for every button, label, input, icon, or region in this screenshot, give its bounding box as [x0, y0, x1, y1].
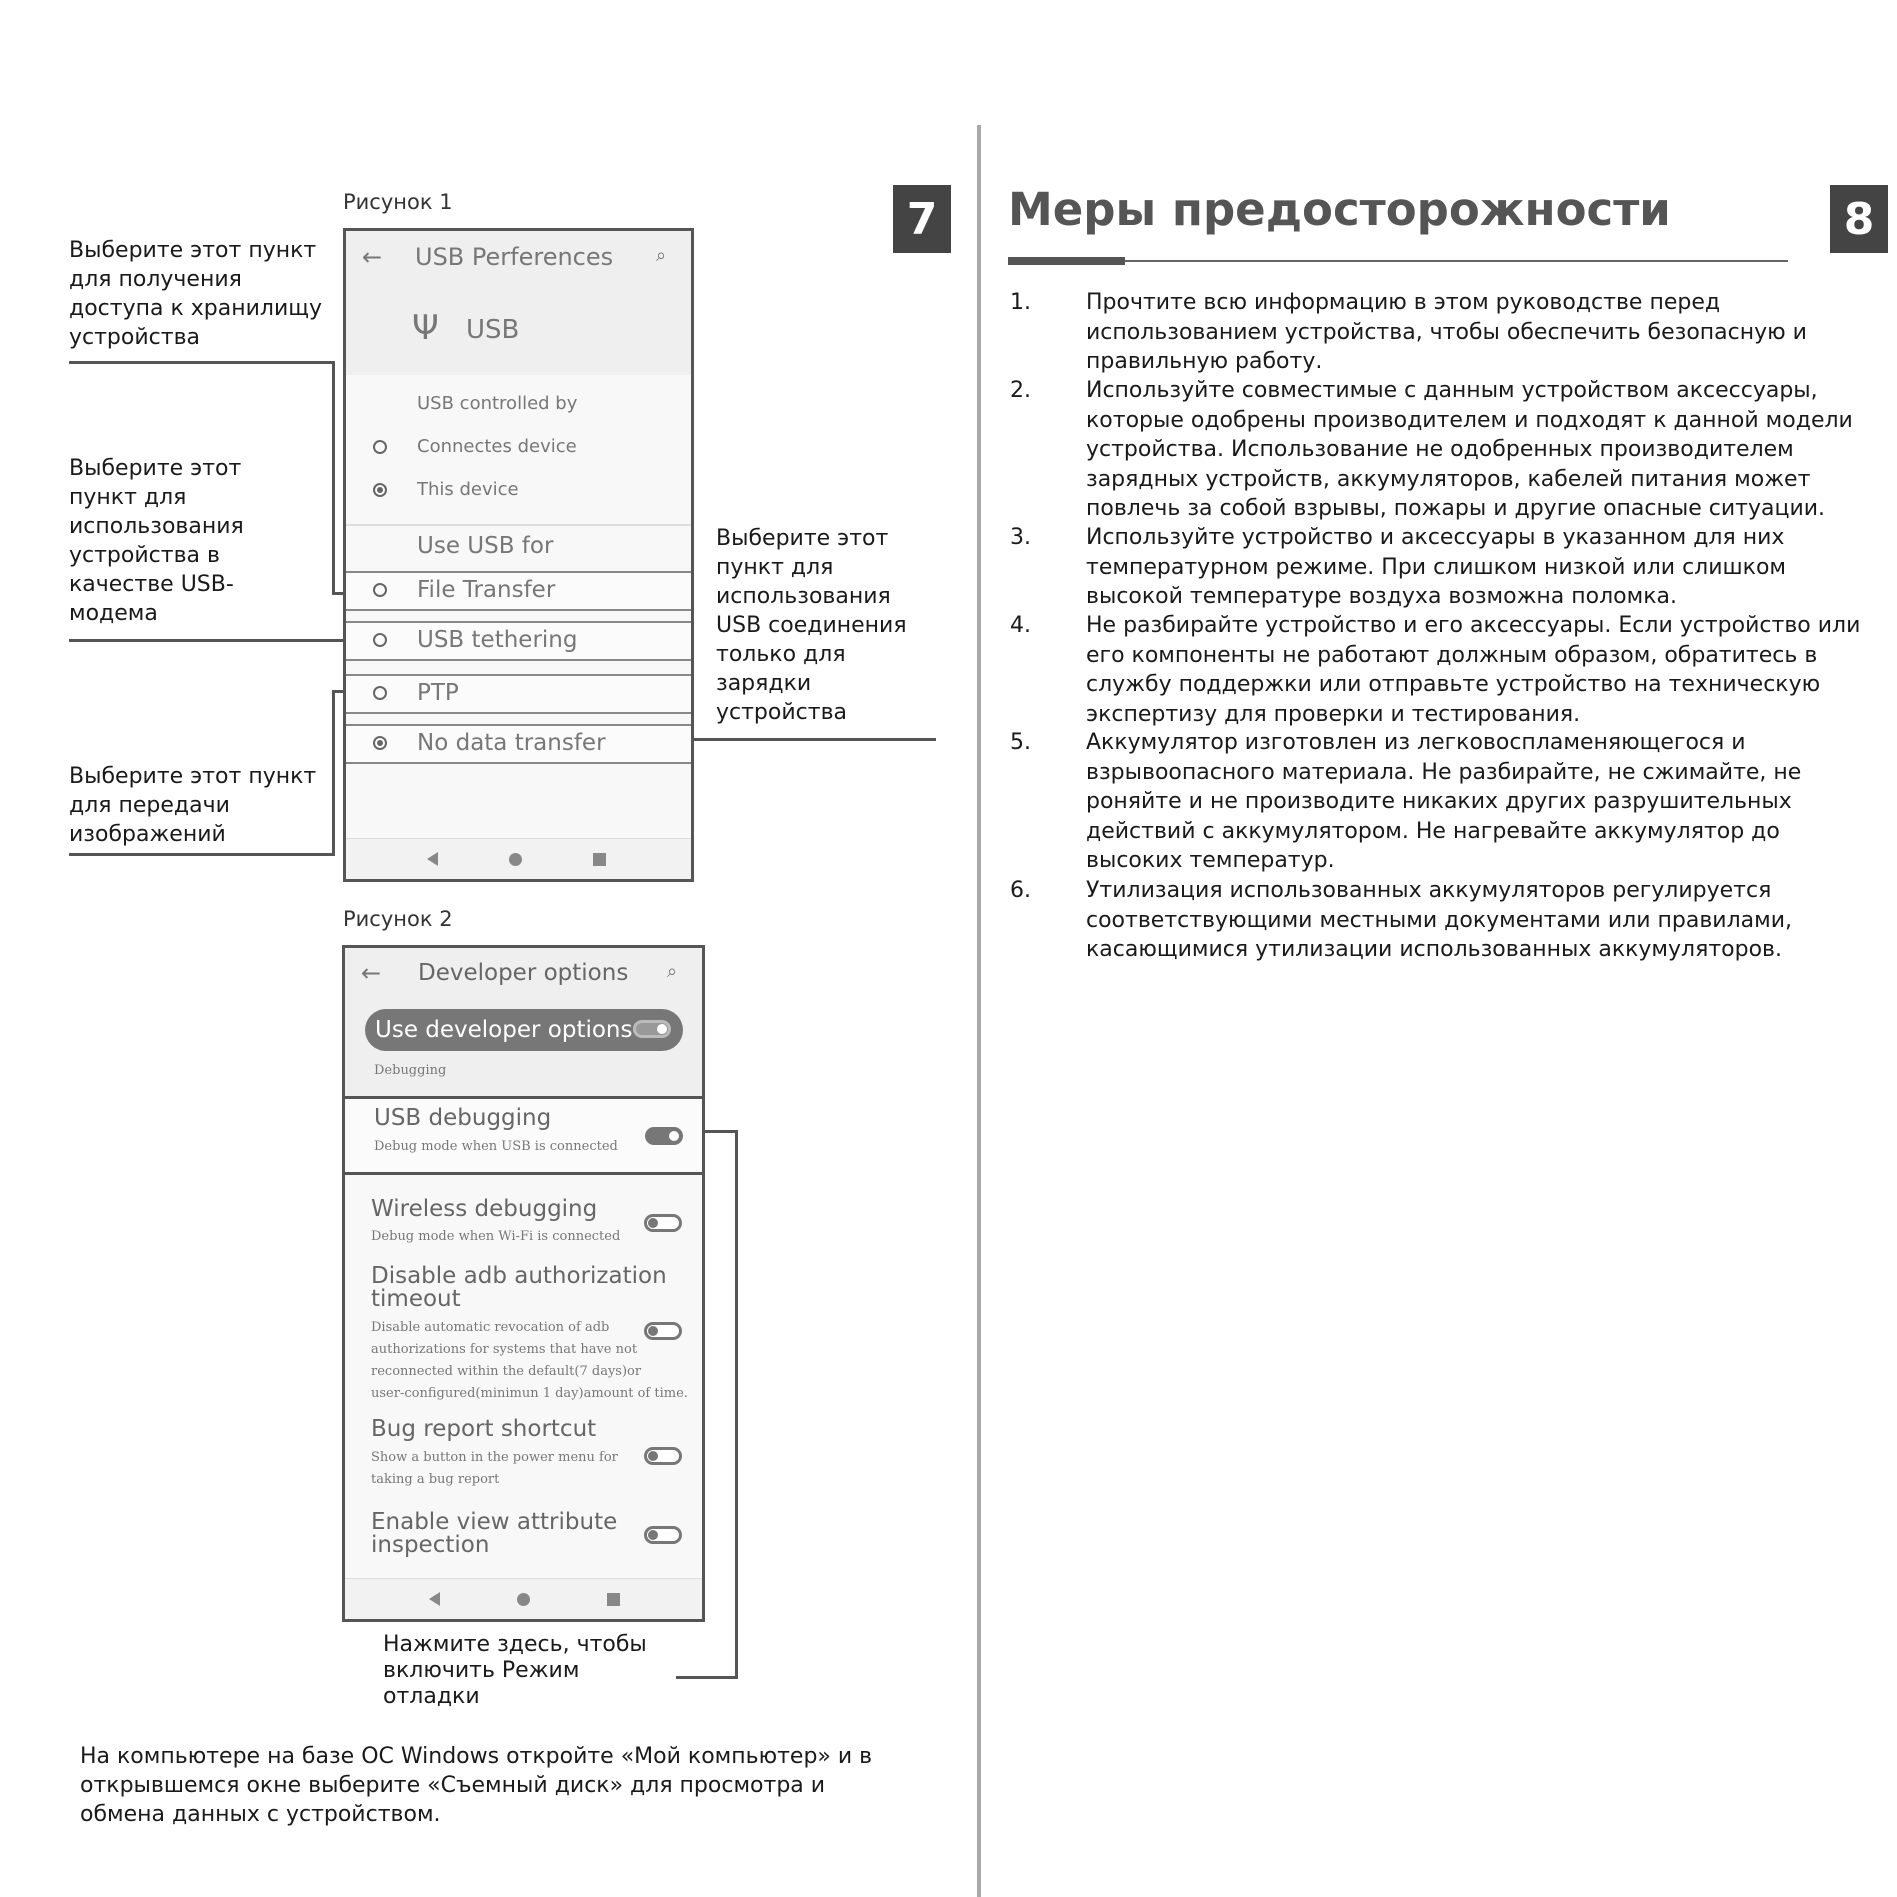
- back-arrow-icon[interactable]: ←: [361, 959, 382, 987]
- annotation-charge: Выберите этот пункт для использования USB соединения только для зарядки устройства: [716, 526, 907, 725]
- annotation-images: Выберите этот пункт для передачи изображений: [69, 764, 317, 847]
- usb-tethering-label: USB tethering: [417, 627, 578, 653]
- bug-report-subtitle-2: taking a bug report: [371, 1472, 500, 1487]
- bottom-instruction: На компьютере на базе ОС Windows откройте «Мой компьютер» и в открывшемся окне выберите «Съемный диск» для просмотра и обмена данных с устройством.: [80, 1744, 873, 1827]
- nav-recents-icon[interactable]: [593, 853, 606, 866]
- leader-line: [332, 690, 344, 693]
- developer-options-screen: [342, 945, 705, 1622]
- use-developer-options-switch[interactable]: [633, 1020, 671, 1038]
- usb-preferences-screen: [343, 228, 694, 882]
- list-item-number: 4.: [1010, 613, 1031, 638]
- radio-connected-device[interactable]: [373, 440, 387, 454]
- nav-recents-icon[interactable]: [607, 1593, 620, 1606]
- leader-line: [332, 361, 335, 594]
- nav-back-icon[interactable]: [427, 852, 438, 866]
- usb-header-title: USB Perferences: [415, 243, 614, 271]
- leader-line: [692, 738, 936, 741]
- radio-no-data-transfer[interactable]: [373, 736, 387, 750]
- option-connected-device: Connectes device: [417, 436, 577, 457]
- developer-header: [345, 948, 702, 1096]
- usb-option-file-transfer[interactable]: [346, 571, 691, 611]
- precautions-title: Меры предосторожности: [1008, 183, 1671, 236]
- leader-line: [332, 690, 335, 856]
- adb-timeout-subtitle-1: Disable automatic revocation of adb: [371, 1320, 610, 1335]
- radio-this-device[interactable]: [373, 483, 387, 497]
- bug-report-switch[interactable]: [644, 1447, 682, 1465]
- page-divider: [977, 125, 981, 1897]
- list-item: Используйте устройство и аксессуары в указанном для них температурном режиме. При слишком низкой или слишком высокой температуре воздуха возможна поломка.: [1086, 525, 1787, 609]
- list-item: Аккумулятор изготовлен из легковоспламеняющегося и взрывоопасного материала. Не разбирайте, не сжимайте, не роняйте и не производите никаких других разрушительных действий с аккумулятором. Не нагревайте аккумулятор до высоких температур.: [1086, 730, 1802, 873]
- usb-debugging-row[interactable]: [342, 1096, 705, 1175]
- page-number-right: 8: [1830, 185, 1888, 253]
- title-underline: [1008, 260, 1788, 262]
- leader-line: [332, 592, 344, 595]
- radio-usb-tethering[interactable]: [373, 633, 387, 647]
- divider: [346, 524, 691, 526]
- view-attribute-switch[interactable]: [644, 1526, 682, 1544]
- adb-timeout-subtitle-2: authorizations for systems that have not: [371, 1342, 638, 1357]
- usb-label: USB: [466, 315, 520, 345]
- use-developer-options-label: Use developer options: [375, 1017, 633, 1043]
- view-attribute-title-2: inspection: [371, 1532, 490, 1558]
- view-attribute-title-1: Enable view attribute: [371, 1509, 618, 1535]
- file-transfer-label: File Transfer: [417, 577, 556, 603]
- usb-debugging-subtitle: Debug mode when USB is connected: [374, 1139, 618, 1154]
- no-data-transfer-label: No data transfer: [417, 730, 606, 756]
- usb-option-ptp[interactable]: [346, 674, 691, 714]
- leader-line: [735, 1130, 738, 1679]
- use-developer-options-toggle-row[interactable]: [365, 1009, 683, 1051]
- nav-home-icon[interactable]: [517, 1593, 530, 1606]
- option-this-device: This device: [417, 479, 519, 500]
- radio-file-transfer[interactable]: [373, 583, 387, 597]
- nav-bar: [346, 838, 691, 879]
- adb-timeout-subtitle-3: reconnected within the default(7 days)or: [371, 1364, 642, 1379]
- usb-debugging-switch[interactable]: [645, 1127, 683, 1145]
- annotation-storage: Выберите этот пункт для получения доступа к хранилищу устройства: [69, 238, 322, 350]
- usb-option-usb-tethering[interactable]: [346, 621, 691, 661]
- usb-option-no-data-transfer[interactable]: [346, 724, 691, 764]
- list-item: Прочтите всю информацию в этом руководстве перед использованием устройства, чтобы обеспечить безопасную и правильную работу.: [1086, 290, 1807, 374]
- leader-line: [69, 361, 334, 364]
- wireless-debugging-switch[interactable]: [644, 1214, 682, 1232]
- adb-timeout-title-1: Disable adb authorization: [371, 1263, 667, 1289]
- usb-icon: Ψ: [412, 308, 439, 348]
- bug-report-title: Bug report shortcut: [371, 1416, 597, 1442]
- page-number-left: 7: [893, 185, 951, 253]
- list-item: Не разбирайте устройство и его аксессуары. Если устройство или его компоненты не работают должным образом, обратитесь в службу поддержки или отправьте устройство на техническую экспертизу для проверки и тестирования.: [1086, 613, 1861, 727]
- ptp-label: PTP: [417, 680, 459, 706]
- list-item-number: 3.: [1010, 525, 1031, 550]
- figure2-caption: Рисунок 2: [343, 907, 453, 931]
- list-item-number: 1.: [1010, 290, 1031, 315]
- nav-home-icon[interactable]: [509, 853, 522, 866]
- annotation-debug: Нажмите здесь, чтобы включить Режим отладки: [383, 1632, 647, 1709]
- title-underline-accent: [1008, 257, 1125, 265]
- debugging-label: Debugging: [374, 1063, 447, 1078]
- leader-line: [69, 639, 345, 642]
- leader-line: [676, 1676, 738, 1679]
- list-item: Утилизация использованных аккумуляторов регулируется соответствующими местными документами или правилами, касающимися утилизации использованных аккумуляторов.: [1086, 878, 1793, 962]
- adb-timeout-title-2: timeout: [371, 1286, 461, 1312]
- figure1-caption: Рисунок 1: [343, 190, 453, 214]
- wireless-debugging-subtitle: Debug mode when Wi-Fi is connected: [371, 1229, 621, 1244]
- back-arrow-icon[interactable]: ←: [362, 243, 383, 271]
- list-item-number: 5.: [1010, 730, 1031, 755]
- search-icon[interactable]: ⌕: [667, 961, 678, 982]
- radio-ptp[interactable]: [373, 686, 387, 700]
- use-usb-for-title: Use USB for: [417, 533, 554, 559]
- nav-bar: [345, 1578, 702, 1619]
- usb-controlled-by-title: USB controlled by: [417, 393, 578, 414]
- developer-header-title: Developer options: [418, 960, 629, 986]
- list-item: Используйте совместимые с данным устройством аксессуары, которые одобрены производителем и подходят к данной модели устройства. Использование не одобренных производителем зарядных устройств, аккумуляторов, кабелей питания может повлечь за собой взрывы, пожары и другие опасные ситуации.: [1086, 378, 1853, 521]
- list-item-number: 2.: [1010, 378, 1031, 403]
- leader-line: [69, 853, 334, 856]
- nav-back-icon[interactable]: [429, 1592, 440, 1606]
- annotation-modem: Выберите этот пункт для использования устройства в качестве USB-модема: [69, 456, 244, 626]
- usb-header: [346, 231, 691, 375]
- usb-debugging-title: USB debugging: [374, 1105, 552, 1131]
- list-item-number: 6.: [1010, 878, 1031, 903]
- adb-timeout-subtitle-4: user-configured(minimun 1 day)amount of time.: [371, 1386, 688, 1401]
- adb-timeout-switch[interactable]: [644, 1322, 682, 1340]
- search-icon[interactable]: ⌕: [656, 245, 667, 266]
- wireless-debugging-title: Wireless debugging: [371, 1196, 598, 1222]
- leader-line: [704, 1130, 738, 1133]
- bug-report-subtitle-1: Show a button in the power menu for: [371, 1450, 618, 1465]
